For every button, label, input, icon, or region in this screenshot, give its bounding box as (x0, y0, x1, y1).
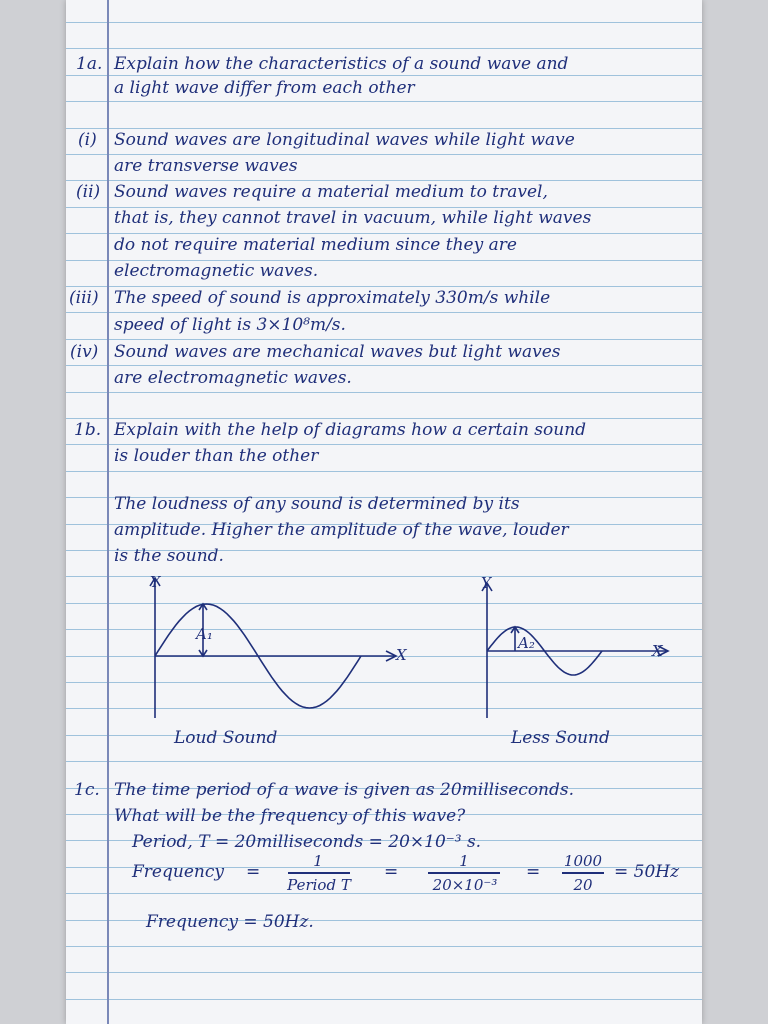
ruled-line (66, 286, 702, 287)
question-text: Explain how the characteristics of a sound wave and (114, 54, 569, 74)
ruled-line (66, 154, 702, 155)
ruled-line (66, 946, 702, 947)
question-text: What will be the frequency of this wave? (114, 806, 466, 826)
diagram-caption: Loud Sound (174, 728, 278, 748)
fraction-denominator: 20×10⁻³ (432, 876, 498, 894)
point-number: (iv) (70, 342, 99, 362)
answer-text: Sound waves are longitudinal waves while light wave (114, 130, 575, 150)
ruled-line (66, 418, 702, 419)
answer-text: are electromagnetic waves. (114, 368, 352, 388)
ruled-line (66, 471, 702, 472)
question-text: The time period of a wave is given as 20milliseconds. (114, 780, 575, 800)
equals-sign: = (526, 862, 541, 882)
point-number: (ii) (76, 182, 101, 202)
question-text: a light wave differ from each other (114, 78, 415, 98)
ruled-line (66, 233, 702, 234)
answer-text: is the sound. (114, 546, 224, 566)
x-axis-label: X (396, 646, 407, 664)
question-text: is louder than the other (114, 446, 319, 466)
fraction-bar (288, 872, 350, 874)
ruled-line (66, 761, 702, 762)
ruled-line (66, 312, 702, 313)
equals-sign: = (384, 862, 399, 882)
answer-text: are transverse waves (114, 156, 298, 176)
less-sound-diagram (478, 575, 678, 720)
fraction-denominator: Period T (287, 876, 351, 894)
answer-text: electromagnetic waves. (114, 261, 319, 281)
ruled-line (66, 365, 702, 366)
answer-text: that is, they cannot travel in vacuum, while light waves (114, 208, 592, 228)
question-number: 1c. (74, 780, 100, 800)
x-axis-label: X (652, 642, 663, 660)
ruled-line (66, 392, 702, 393)
fraction-numerator: 1000 (563, 852, 603, 870)
answer-text: The loudness of any sound is determined by its (114, 494, 520, 514)
answer-text: The speed of sound is approximately 330m/s while (114, 288, 551, 308)
ruled-line (66, 999, 702, 1000)
answer-text: Sound waves are mechanical waves but light waves (114, 342, 561, 362)
notebook-page (66, 0, 702, 1024)
ruled-line (66, 972, 702, 973)
y-axis-label: Y (150, 573, 160, 591)
ruled-line (66, 48, 702, 49)
question-number: 1b. (74, 420, 102, 440)
equals-sign: = (246, 862, 261, 882)
fraction-numerator: 1 (313, 852, 323, 870)
point-number: (iii) (69, 288, 99, 308)
fraction-bar (562, 872, 604, 874)
y-axis-label: Y (481, 574, 491, 592)
diagram-caption: Less Sound (511, 728, 610, 748)
ruled-line (66, 339, 702, 340)
ruled-line (66, 128, 702, 129)
point-number: (i) (78, 130, 97, 150)
ruled-line (66, 180, 702, 181)
question-number: 1a. (76, 54, 103, 74)
answer-text: do not require material medium since they are (114, 235, 517, 255)
ruled-line (66, 444, 702, 445)
answer-text: Sound waves require a material medium to travel, (114, 182, 548, 202)
loud-sound-diagram (146, 570, 406, 720)
question-text: Explain with the help of diagrams how a certain sound (114, 420, 587, 440)
margin-line (107, 0, 109, 1024)
ruled-line (66, 101, 702, 102)
frequency-label: Frequency (132, 862, 224, 882)
amplitude-label: A₁ (196, 625, 213, 643)
answer-text: amplitude. Higher the amplitude of the wave, louder (114, 520, 569, 540)
ruled-line (66, 22, 702, 23)
ruled-line (66, 75, 702, 76)
amplitude-label: A₂ (518, 634, 535, 652)
fraction-bar (428, 872, 500, 874)
period-line: Period, T = 20milliseconds = 20×10⁻³ s. (132, 832, 482, 852)
answer-text: speed of light is 3×10⁸m/s. (114, 315, 346, 335)
fraction-numerator: 1 (459, 852, 469, 870)
fraction-denominator: 20 (573, 876, 593, 894)
final-answer: Frequency = 50Hz. (146, 912, 314, 932)
ruled-line (66, 893, 702, 894)
result-value: = 50Hz (614, 862, 680, 882)
